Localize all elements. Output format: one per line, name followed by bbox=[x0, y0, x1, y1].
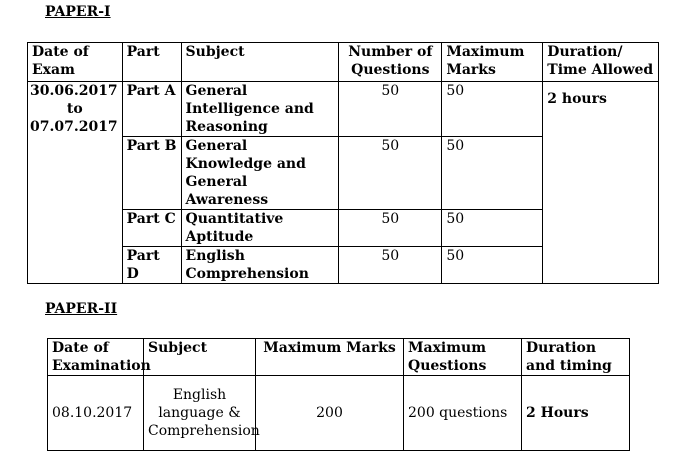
subject-cell: General Knowledge and General Awareness bbox=[181, 137, 339, 210]
subject-cell: General Intelligence and Reasoning bbox=[181, 82, 339, 137]
exam-date-cell bbox=[28, 82, 123, 284]
paper-1-heading: PAPER-I bbox=[45, 4, 111, 20]
questions-cell: 50 bbox=[339, 210, 442, 247]
questions-cell: 200 questions bbox=[404, 376, 522, 451]
header-date: Date of Examination bbox=[48, 339, 144, 376]
part-label: Part D bbox=[122, 247, 181, 284]
header-questions: Maximum Questions bbox=[404, 339, 522, 376]
subject-cell: Quantitative Aptitude bbox=[181, 210, 339, 247]
paper-1-table bbox=[27, 42, 659, 284]
header-questions: Number of Questions bbox=[339, 43, 442, 82]
header-duration: Duration/ Time Allowed bbox=[543, 43, 659, 82]
subject-cell: English language & Comprehension bbox=[144, 376, 256, 451]
table-row bbox=[48, 376, 630, 451]
paper-2-heading: PAPER-II bbox=[45, 301, 118, 317]
header-duration: Duration and timing bbox=[522, 339, 630, 376]
marks-cell: 200 bbox=[256, 376, 404, 451]
part-label: Part B bbox=[122, 137, 181, 210]
questions-cell: 50 bbox=[339, 82, 442, 137]
exam-date-cell: 08.10.2017 bbox=[48, 376, 144, 451]
part-label: Part C bbox=[122, 210, 181, 247]
date-to-word: to bbox=[66, 101, 83, 117]
header-marks: Maximum Marks bbox=[442, 43, 543, 82]
marks-cell: 50 bbox=[442, 137, 543, 210]
header-subject: Subject bbox=[144, 339, 256, 376]
marks-cell: 50 bbox=[442, 210, 543, 247]
marks-cell: 50 bbox=[442, 82, 543, 137]
date-from: 30.06.2017 bbox=[30, 83, 118, 99]
paper-2-table bbox=[47, 338, 630, 451]
paper-1-header-row bbox=[28, 43, 659, 82]
questions-cell: 50 bbox=[339, 137, 442, 210]
date-to: 07.07.2017 bbox=[30, 119, 118, 135]
subject-cell: English Comprehension bbox=[181, 247, 339, 284]
header-marks: Maximum Marks bbox=[256, 339, 404, 376]
duration-cell: 2 Hours bbox=[522, 376, 630, 451]
part-label: Part A bbox=[122, 82, 181, 137]
duration-cell: 2 hours bbox=[543, 82, 659, 284]
header-part: Part bbox=[122, 43, 181, 82]
table-row bbox=[28, 82, 659, 137]
header-date: Date of Exam bbox=[28, 43, 123, 82]
header-subject: Subject bbox=[181, 43, 339, 82]
paper-2-header-row bbox=[48, 339, 630, 376]
questions-cell: 50 bbox=[339, 247, 442, 284]
marks-cell: 50 bbox=[442, 247, 543, 284]
